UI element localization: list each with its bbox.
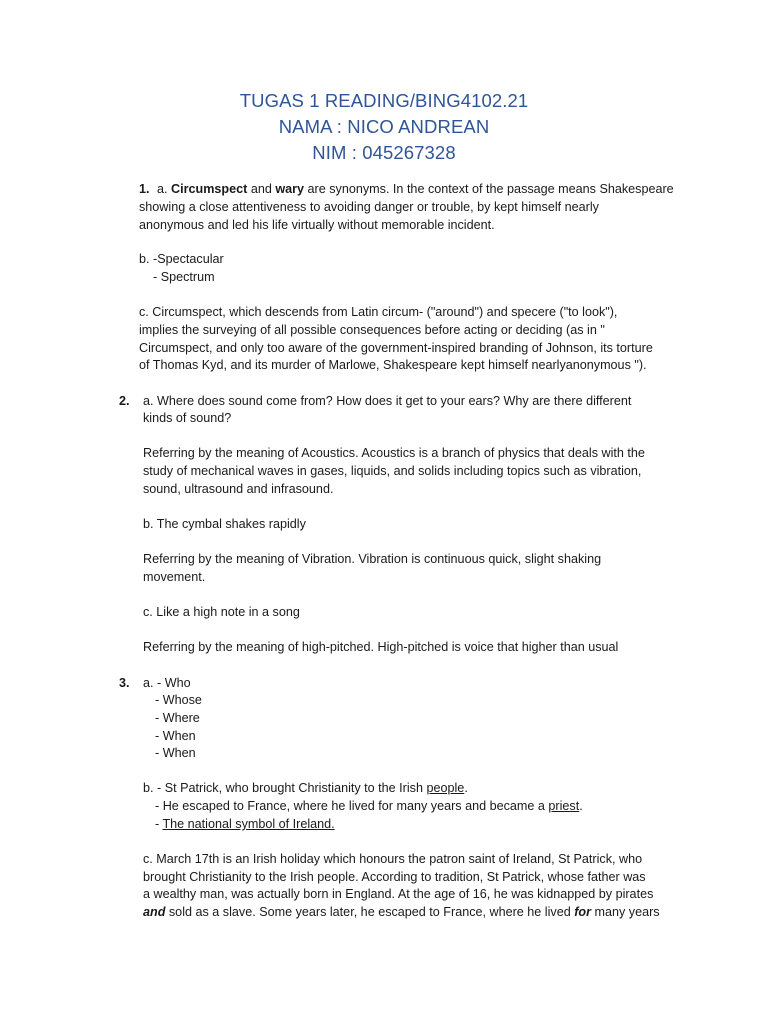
q1-a-word2: wary — [275, 182, 305, 196]
q1-a-and: and — [250, 182, 272, 196]
q2-b-answer1: Referring by the meaning of Vibration. Vibration is continuous quick, slight shaking — [143, 552, 602, 566]
q1-c-line1: c. Circumspect, which descends from Latin circum- ("around") and specere ("to look"), — [139, 305, 618, 319]
q2-c-line: c. Like a high note in a song — [143, 605, 300, 619]
q3-b-l3-underlined: The national symbol of Ireland. — [162, 817, 335, 831]
q2-a-answer1: Referring by the meaning of Acoustics. Acoustics is a branch of physics that deals with the — [143, 446, 645, 460]
q2-b-line: b. The cymbal shakes rapidly — [143, 517, 306, 531]
q3-b-l2-text: - He escaped to France, where he lived for many years and became a — [155, 799, 549, 813]
student-name: NAMA : NICO ANDREAN — [278, 116, 490, 137]
q1-c-line2: implies the surveying of all possible consequences before acting or deciding (as in " — [139, 323, 605, 337]
q2-a-line1: a. Where does sound come from? How does it get to your ears? Why are there different — [143, 394, 632, 408]
q3-c-line1: c. March 17th is an Irish holiday which honours the patron saint of Ireland, St Patrick, who — [143, 852, 643, 866]
q3-c-emph-for: for — [574, 905, 592, 919]
q2-a-answer2: study of mechanical waves in gases, liquids, and solids including topics such as vibration, — [143, 464, 642, 478]
q3-b-l1-underlined: people — [426, 781, 465, 795]
q1-b-line2: - Spectrum — [153, 270, 215, 284]
q3-b-line3 — [155, 816, 335, 834]
q2-number: 2. — [119, 394, 130, 408]
doc-title: TUGAS 1 READING/BING4102.21 — [239, 90, 529, 111]
q3-a-item: - When — [155, 746, 196, 760]
q2-b-answer2: movement. — [143, 570, 206, 584]
q1-c-line4: of Thomas Kyd, and its murder of Marlowe, Shakespeare kept himself nearlyanonymous "). — [139, 358, 647, 372]
q2-a-line2: kinds of sound? — [143, 411, 232, 425]
q3-c-line2: brought Christianity to the Irish people. According to tradition, St Patrick, whose father was — [143, 870, 646, 884]
q3-c-emph-and: and — [143, 905, 166, 919]
q3-c-l4-end: many years — [591, 905, 660, 919]
student-id: NIM : 045267328 — [312, 142, 456, 163]
q3-b-line2 — [155, 798, 583, 816]
q3-b-l3-text: - — [155, 817, 163, 831]
q2-a-answer3: sound, ultrasound and infrasound. — [143, 482, 334, 496]
q1-number: 1. — [139, 182, 150, 196]
q1-a-word1: Circumspect — [171, 182, 248, 196]
q3-a-item: - When — [155, 729, 196, 743]
q3-b-line1 — [143, 780, 468, 798]
q3-number: 3. — [119, 676, 130, 690]
q3-b-l2-underlined: priest — [548, 799, 580, 813]
q3-a-item: - Whose — [155, 693, 202, 707]
q3-c-l4-text: sold as a slave. Some years later, he escaped to France, where he lived — [165, 905, 575, 919]
q1-a-line2: showing a close attentiveness to avoiding danger or trouble, by kept himself nearly — [139, 200, 599, 214]
q1-a-rest: are synonyms. In the context of the passage means Shakespeare — [307, 182, 674, 196]
q3-a-item: a. - Who — [143, 676, 191, 690]
q3-b-l2-end: . — [579, 799, 583, 813]
q1-a-prefix: a. — [157, 182, 168, 196]
q3-b-l1-end: . — [464, 781, 468, 795]
q1-a-line3: anonymous and led his life virtually without memorable incident. — [139, 218, 495, 232]
q1-b-line1: b. -Spectacular — [139, 252, 224, 266]
q3-a-item: - Where — [155, 711, 200, 725]
q1-c-line3: Circumspect, and only too aware of the government-inspired branding of Johnson, its torture — [139, 341, 653, 355]
q1-a-line1 — [157, 181, 674, 199]
q2-c-answer: Referring by the meaning of high-pitched. High-pitched is voice that higher than usual — [143, 640, 619, 654]
q3-c-line3: a wealthy man, was actually born in England. At the age of 16, he was kidnapped by pirates — [143, 887, 654, 901]
q3-c-line4 — [143, 904, 660, 922]
q3-b-l1-text: b. - St Patrick, who brought Christianity to the Irish — [143, 781, 427, 795]
